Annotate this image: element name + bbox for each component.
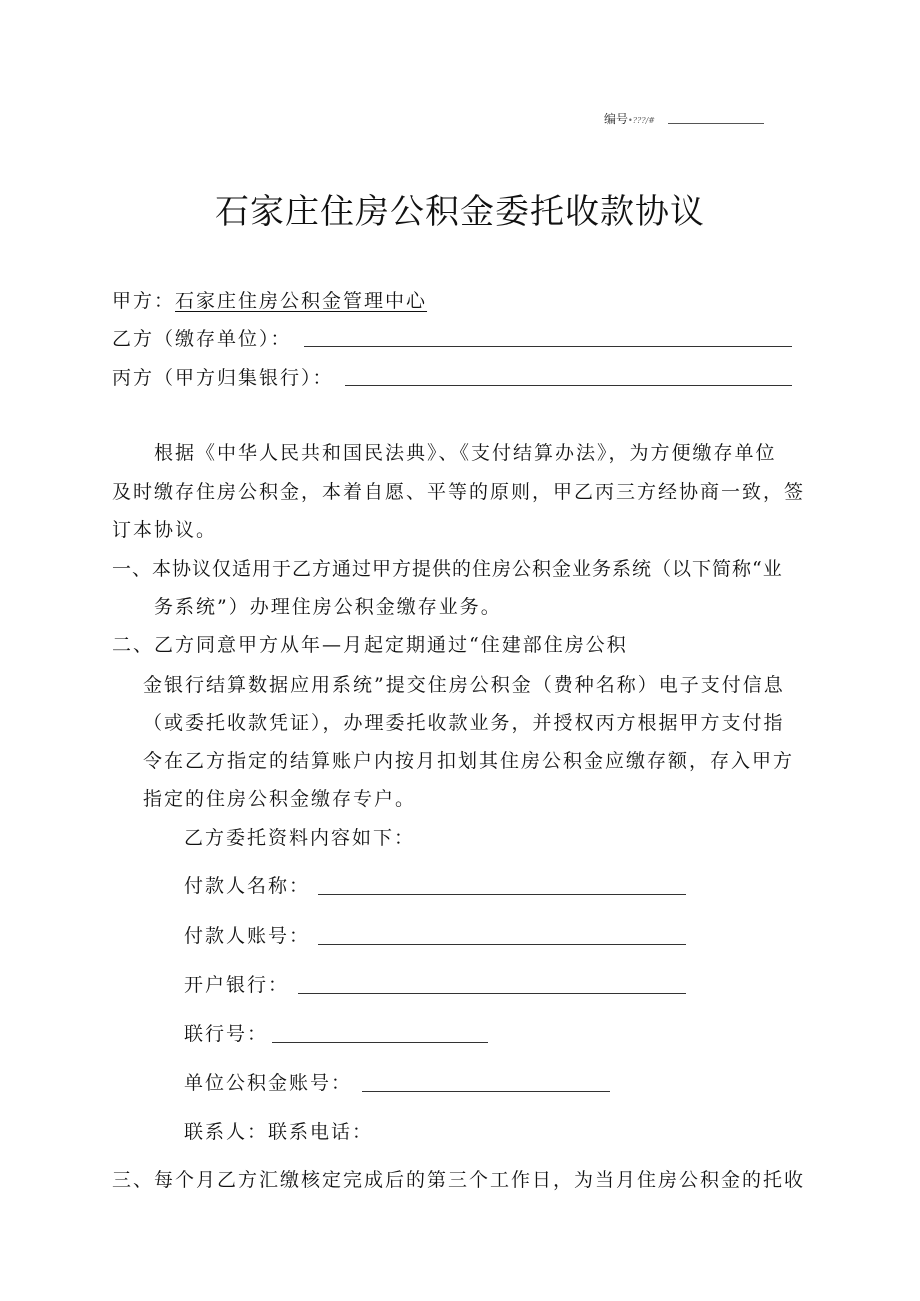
clause-2-line-3: （或委托收款凭证），办理委托收款业务，并授权丙方根据甲方支付指 (143, 712, 785, 734)
payer-name-blank[interactable] (318, 894, 686, 895)
intro-line-3: 订本协议。 (112, 519, 218, 541)
unit-account-label: 单位公积金账号： (184, 1072, 353, 1094)
party-a-line (112, 289, 427, 313)
party-b-blank[interactable] (304, 346, 792, 347)
clause-1-line-1: 一、本协议仅适用于乙方通过甲方提供的住房公积金业务系统（以下简称“业 (112, 558, 783, 580)
clause-2-line-2: 金银行结算数据应用系统”提交住房公积金（费种名称）电子支付信息 (143, 674, 785, 696)
serial-blank[interactable] (668, 123, 764, 124)
payer-name-label: 付款人名称： (184, 875, 311, 897)
clause-3-line-1: 三、每个月乙方汇缴核定完成后的第三个工作日，为当月住房公积金的托收 (112, 1169, 806, 1191)
bank-no-blank[interactable] (272, 1042, 488, 1043)
clause-2-line-1: 二、乙方同意甲方从年—月起定期通过“住建部住房公积 (112, 634, 628, 656)
bank-no-label: 联行号： (184, 1023, 269, 1045)
clause-2-line-4: 令在乙方指定的结算账户内按月扣划其住房公积金应缴存额，存入甲方 (143, 750, 795, 772)
serial-number (604, 110, 655, 127)
bank-label: 开户银行： (184, 974, 290, 996)
unit-account-blank[interactable] (362, 1091, 610, 1092)
party-a-value: 石家庄住房公积金管理中心 (175, 290, 428, 312)
entrust-heading: 乙方委托资料内容如下： (184, 827, 416, 849)
bank-blank[interactable] (298, 993, 686, 994)
party-b-label: 乙方（缴存单位）： (112, 328, 292, 350)
party-c-label: 丙方（甲方归集银行）： (112, 367, 334, 389)
intro-line-1: 根据《中华人民共和国民法典》、《支付结算办法》，为方便缴存单位 (154, 442, 777, 464)
serial-label: 编号 (604, 112, 629, 126)
document-title: 石家庄住房公积金委托收款协议 (215, 192, 705, 232)
clause-2-line-5: 指定的住房公积金缴存专户。 (143, 788, 417, 810)
contact-label: 联系人：联系电话： (184, 1121, 374, 1143)
serial-value: •???/# (628, 116, 655, 125)
payer-account-label: 付款人账号： (184, 925, 311, 947)
intro-line-2: 及时缴存住房公积金，本着自愿、平等的原则，甲乙丙三方经协商一致，签 (112, 481, 806, 503)
clause-1-line-2: 务系统”）办理住房公积金缴存业务。 (154, 596, 502, 618)
party-a-label: 甲方： (112, 290, 176, 312)
payer-account-blank[interactable] (318, 944, 686, 945)
party-c-blank[interactable] (345, 385, 792, 386)
